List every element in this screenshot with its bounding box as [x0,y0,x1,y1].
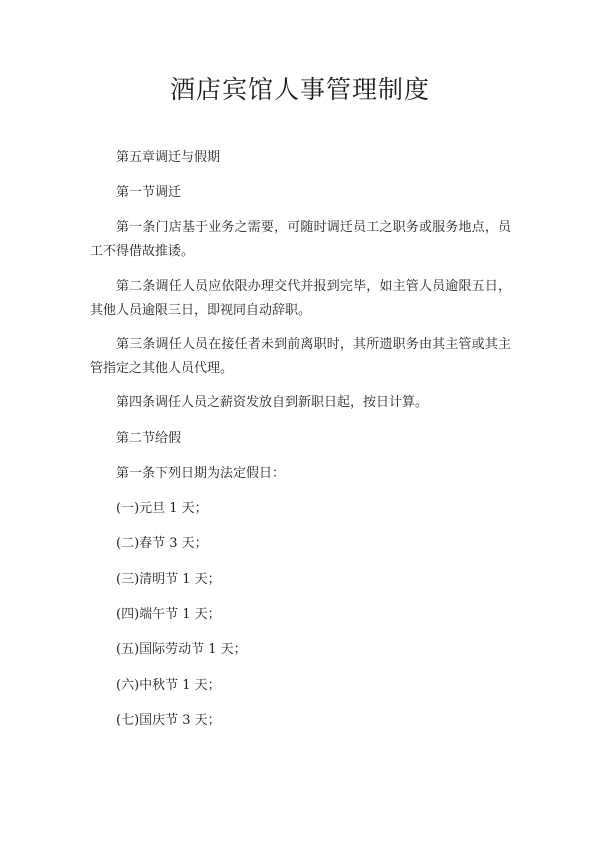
list-item: (一)元旦 1 天； [116,501,208,516]
section-heading: 第一节调迁 [116,185,182,200]
chapter-heading: 第五章调迁与假期 [116,150,221,165]
list-item: (五)国际劳动节 1 天； [116,642,247,657]
document-title: 酒店宾馆人事管理制度 [169,75,430,104]
section-heading: 第二节给假 [116,431,182,446]
list-item: (七)国庆节 3 天； [116,713,221,728]
list-item: (四)端午节 1 天； [116,607,221,622]
list-item: (六)中秋节 1 天； [116,678,221,693]
article-paragraph: 第二条调任人员应依限办理交代并报到完毕，如主管人员逾限五日，其他人员逾限三日，即视同自动辞职。 [90,279,511,318]
article-paragraph: 第三条调任人员在接任者未到前离职时，其所遗职务由其主管或其主管指定之其他人员代理。 [90,337,511,376]
article-paragraph: 第一条门店基于业务之需要，可随时调迁员工之职务或服务地点，员工不得借故推诿。 [90,220,511,259]
list-item: (三)清明节 1 天； [116,572,221,587]
article-paragraph: 第一条下列日期为法定假日： [116,466,286,481]
list-item: (二)春节 3 天； [116,536,208,551]
article-paragraph: 第四条调任人员之薪资发放自到新职日起，按日计算。 [116,395,429,410]
